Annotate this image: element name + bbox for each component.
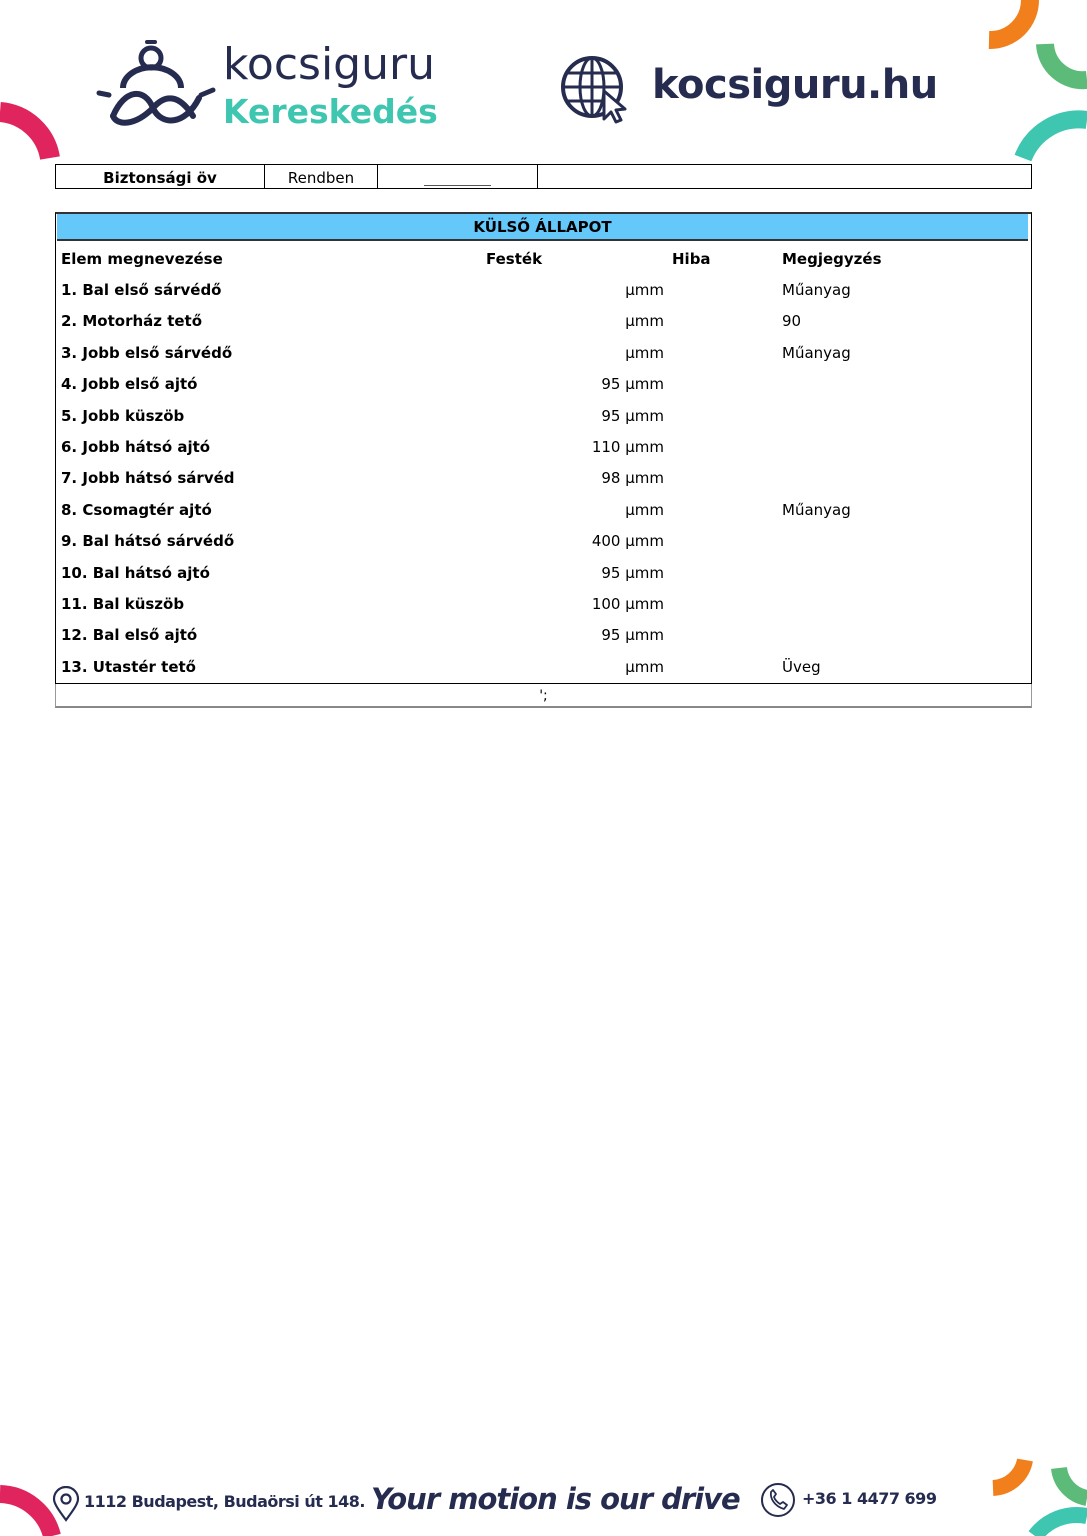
table-row [55,338,1032,369]
row-name: 3. Jobb első sárvédő [61,343,233,362]
row-paint: µmm [625,657,664,676]
exterior-condition-section [55,212,1032,708]
table-row [55,526,1032,557]
table-row [55,306,1032,337]
location-pin-icon [51,1486,81,1522]
company-slogan: Your motion is our drive [371,1482,740,1516]
row-name: 4. Jobb első ajtó [61,375,198,394]
table-row [55,463,1032,494]
table-row [55,369,1032,400]
seatbelt-extra-underline [424,185,491,186]
row-note: Műanyag [782,343,851,362]
section-title: KÜLSŐ ÁLLAPOT [57,214,1028,241]
row-paint: µmm [625,500,664,519]
row-paint: µmm [625,343,664,362]
row-note: 90 [782,312,802,331]
seatbelt-label: Biztonsági öv [56,165,265,188]
table-row [55,620,1032,651]
company-phone: +36 1 4477 699 [802,1489,937,1508]
website-url: kocsiguru.hu [652,62,938,108]
table-row [55,558,1032,589]
row-name: 7. Jobb hátsó sárvéd [61,469,235,488]
row-paint: 95 µmm [601,563,664,582]
table-row [55,652,1032,683]
page-footer [0,1474,1087,1536]
table-row [55,589,1032,620]
header-name: Elem megnevezése [61,250,223,268]
globe-cursor-icon [560,55,630,125]
row-name: 12. Bal első ajtó [61,626,198,645]
row-name: 10. Bal hátsó ajtó [61,563,210,582]
row-name: 2. Motorház tető [61,312,203,331]
row-name: 8. Csomagtér ajtó [61,500,212,519]
row-paint: 95 µmm [601,406,664,425]
table-row [55,275,1032,306]
seatbelt-row [55,164,1032,189]
seatbelt-status: Rendben [265,165,378,188]
row-paint: µmm [625,312,664,331]
row-name: 5. Jobb küszöb [61,406,185,425]
header-fault: Hiba [672,250,711,268]
company-logo [95,38,485,138]
row-note: Műanyag [782,500,851,519]
section-footer: '; [55,684,1032,708]
header-note: Megjegyzés [782,250,882,268]
table-row [55,401,1032,432]
company-address: 1112 Budapest, Budaörsi út 148. [84,1492,365,1511]
row-paint: 100 µmm [591,595,664,613]
seatbelt-extra-field [378,165,538,188]
header-paint: Festék [486,250,543,268]
corner-decoration-top-right [975,0,1087,165]
row-name: 11. Bal küszöb [61,595,185,613]
table-header-row [55,244,1032,275]
row-note: Műanyag [782,281,851,299]
corner-decoration-top-left [0,90,70,170]
phone-icon [760,1482,796,1518]
row-paint: 110 µmm [591,438,664,456]
row-paint: µmm [625,281,664,299]
website-badge [560,55,960,125]
row-paint: 95 µmm [601,375,664,394]
row-paint: 98 µmm [601,469,664,488]
logo-subtitle: Kereskedés [223,92,438,131]
row-paint: 95 µmm [601,626,664,645]
seatbelt-note [538,165,1031,188]
row-name: 6. Jobb hátsó ajtó [61,438,211,456]
logo-wordmark: kocsiguru [223,39,435,90]
row-note: Üveg [782,657,821,676]
row-name: 1. Bal első sárvédő [61,281,222,299]
row-paint: 400 µmm [591,532,664,551]
row-name: 13. Utastér tető [61,657,196,676]
row-name: 9. Bal hátsó sárvédő [61,532,235,551]
table-row [55,495,1032,526]
kocsiguru-logo-icon [95,38,217,134]
table-row [55,432,1032,463]
